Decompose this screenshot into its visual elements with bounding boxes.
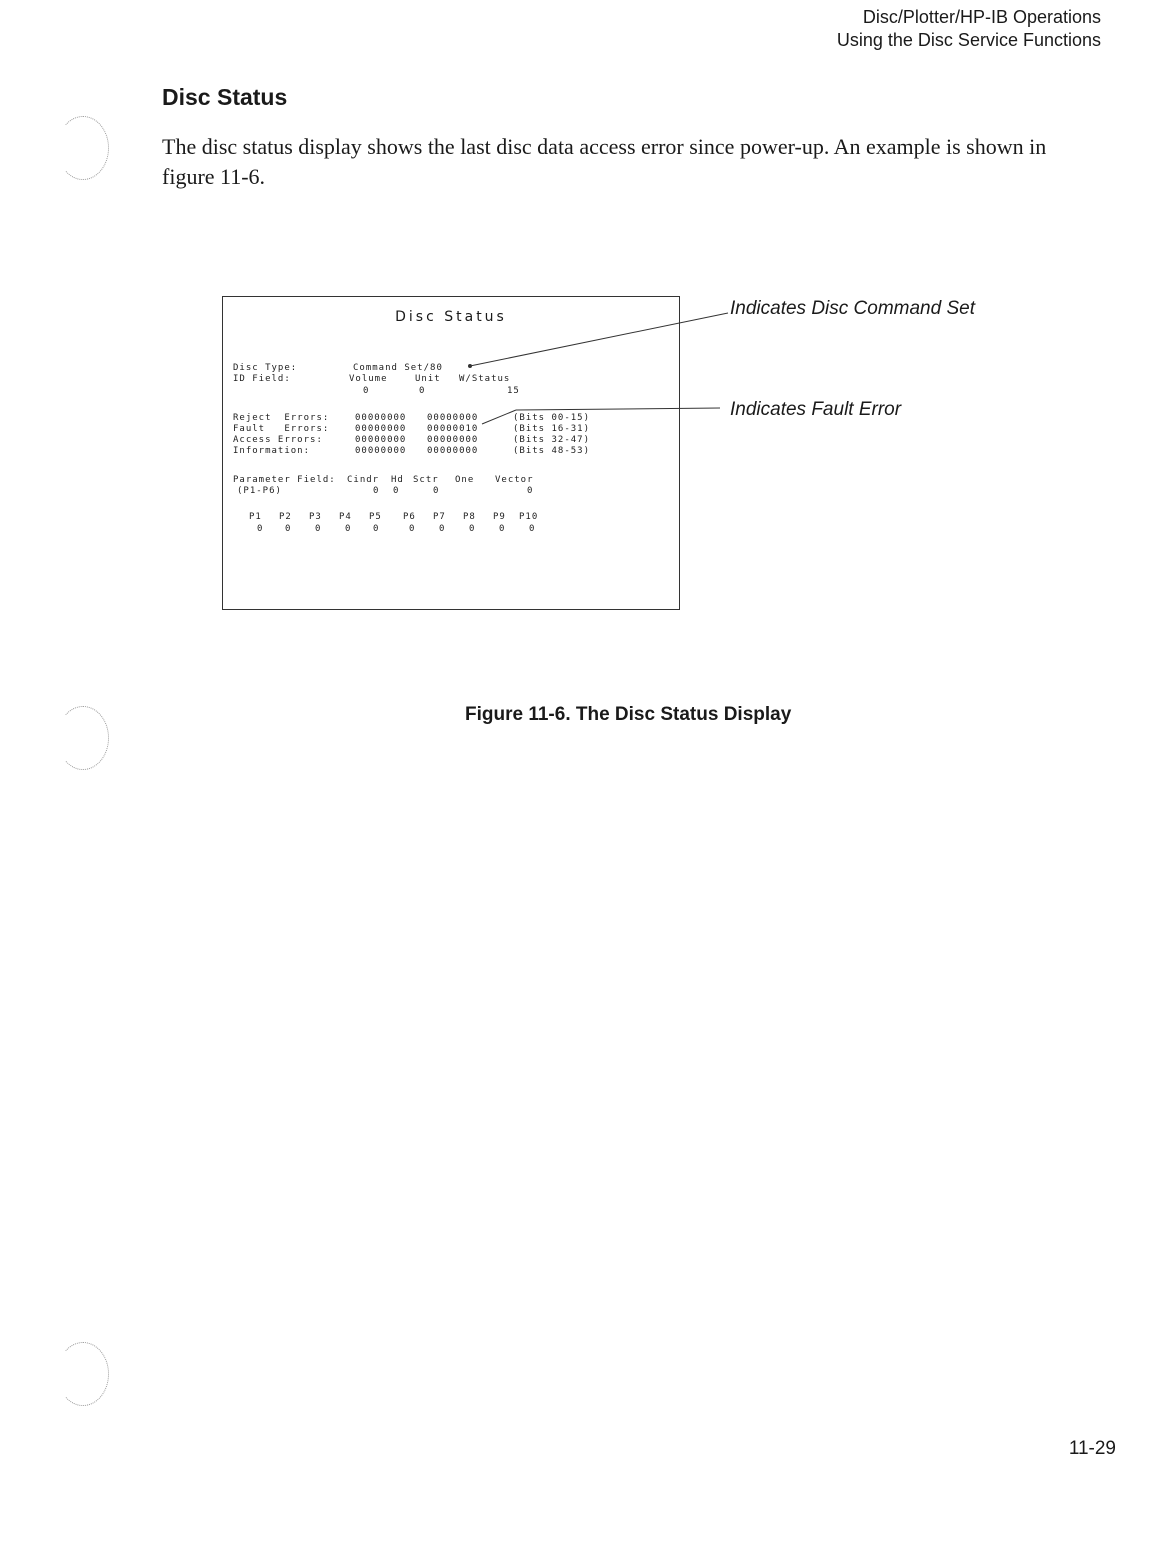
error-value: 00000000 [355,446,407,456]
param-header-cindr: Cindr [347,475,380,485]
p-label: P9 [493,512,506,522]
param-header-sctr: Sctr [413,475,439,485]
id-header-wstatus: W/Status [459,374,511,384]
error-bits: (Bits 00-15) [513,413,591,423]
p-value: 0 [439,524,446,534]
page-number: 11-29 [1068,1438,1116,1459]
param-value: 0 [527,486,534,496]
param-value: 0 [393,486,400,496]
disc-type-label: Disc Type: [233,363,298,373]
error-value: 00000000 [355,413,407,423]
p-value: 0 [257,524,264,534]
p-label: P3 [309,512,322,522]
id-value-volume: 0 [363,386,370,396]
parameter-sub-label: (P1-P6) [237,486,282,496]
screen-title: Disc Status [395,309,507,325]
p-value: 0 [285,524,292,534]
body-paragraph: The disc status display shows the last disc data access error since power-up. An example is shown in figure 11-6. [162,134,1047,189]
parameter-field-label: Parameter Field: [233,475,336,485]
error-label: Access Errors: [233,435,323,445]
header-line-2: Using the Disc Service Functions [836,30,1101,50]
p-value: 0 [315,524,322,534]
error-value: 00000000 [427,446,479,456]
error-value: 00000010 [427,424,479,434]
section-title: Disc Status [162,84,288,110]
leader-dot-command-set [468,364,472,368]
id-value-wstatus: 15 [507,386,520,396]
callout-command-set: Indicates Disc Command Set [730,298,975,319]
error-label: Reject Errors: [233,413,330,423]
id-field-label: ID Field: [233,374,291,384]
error-value: 00000000 [427,413,479,423]
p-label: P5 [369,512,382,522]
leader-line-command-set [470,313,728,366]
p-label: P1 [249,512,262,522]
p-label: P2 [279,512,292,522]
p-value: 0 [373,524,380,534]
p-value: 0 [529,524,536,534]
error-label: Information: [233,446,311,456]
p-label: P6 [403,512,416,522]
p-label: P10 [519,512,539,522]
callout-fault-error: Indicates Fault Error [730,399,902,420]
error-value: 00000000 [355,424,407,434]
error-bits: (Bits 16-31) [513,424,591,434]
p-value: 0 [499,524,506,534]
p-value: 0 [469,524,476,534]
header-line-1: Disc/Plotter/HP-IB Operations [862,7,1101,27]
p-label: P8 [463,512,476,522]
error-value: 00000000 [427,435,479,445]
disc-type-value: Command Set/80 [353,363,443,373]
param-value: 0 [373,486,380,496]
error-bits: (Bits 48-53) [513,446,591,456]
p-value: 0 [409,524,416,534]
leader-line-fault-error [482,410,516,424]
error-value: 00000000 [355,435,407,445]
id-header-unit: Unit [415,374,441,384]
figure-caption: Figure 11-6. The Disc Status Display [465,704,792,725]
param-header-one: One [455,475,475,485]
param-header-hd: Hd [391,475,404,485]
error-label: Fault Errors: [233,424,330,434]
param-header-vector: Vector [495,475,534,485]
p-label: P7 [433,512,446,522]
p-label: P4 [339,512,352,522]
p-value: 0 [345,524,352,534]
id-header-volume: Volume [349,374,388,384]
param-value: 0 [433,486,440,496]
error-bits: (Bits 32-47) [513,435,591,445]
id-value-unit: 0 [419,386,426,396]
leader-line-fault-error-h [516,408,720,410]
